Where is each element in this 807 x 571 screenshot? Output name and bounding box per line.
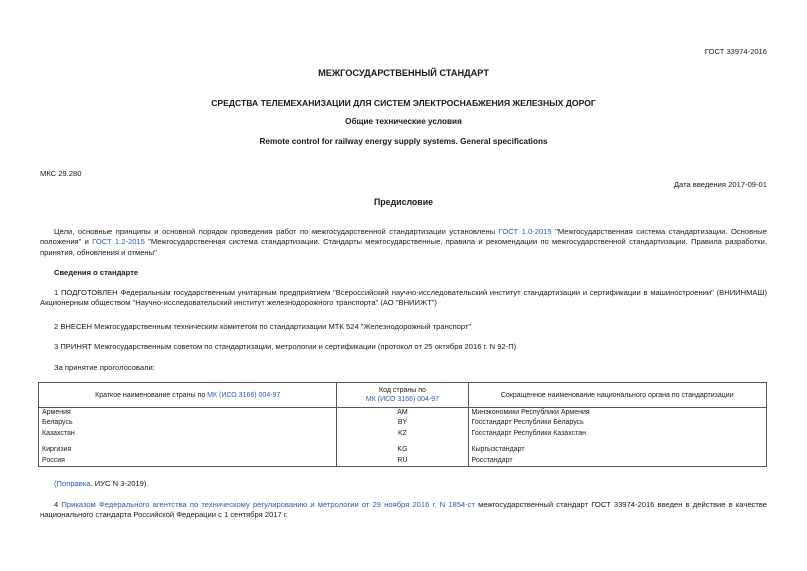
order-paragraph: 4 Приказом Федерального агентства по техническому регулированию и метрологии от 29 ноября 2016 г. N 1854-ст межгосударственный стандарт ГОСТ 33974-2016 введен в действие в качестве национального стандарта Российской Федерации с 1 сентября 2017 г.: [40, 500, 767, 520]
amendment-note: (Поправка. ИУС N 3-2019).: [54, 479, 149, 488]
gost-1-0-link[interactable]: ГОСТ 1.0-2015: [498, 227, 552, 236]
table-row: [39, 445, 767, 455]
column-header-organization: Сокращенное наименование национального органа по стандартизации: [468, 383, 767, 408]
submitted-by-paragraph: 2 ВНЕСЕН Межгосударственным техническим комитетом по стандартизации МТК 524 "Железнодорожный транспорт": [54, 322, 472, 331]
country-cell: Казахстан: [39, 429, 337, 439]
column-header-code: Код страны по МК (ИСО 3166) 004-97: [337, 383, 468, 408]
organization-cell: Кыргызстандарт: [468, 445, 767, 455]
organization-cell: Росстандарт: [468, 456, 767, 467]
preface-text: "Межгосударственная система стандартизации. Основные положения" и: [40, 227, 767, 247]
code-cell: BY: [337, 418, 468, 428]
gost-1-2-link[interactable]: ГОСТ 1.2-2015: [92, 237, 145, 247]
code-cell: RU: [337, 456, 468, 467]
table-row: [39, 418, 767, 428]
standard-type: МЕЖГОСУДАРСТВЕННЫЙ СТАНДАРТ: [318, 68, 489, 78]
introduction-date: Дата введения 2017-09-01: [673, 180, 767, 189]
code-cell: KG: [337, 445, 468, 455]
organization-cell: Минэкономики Республики Армения: [468, 408, 767, 419]
country-cell: Армения: [39, 408, 337, 419]
document-code: ГОСТ 33974-2016: [704, 47, 767, 56]
voted-for-label: За принятие проголосовали:: [54, 363, 155, 372]
preface-text: Цели, основные принципы и основной порядок проведения работ по межгосударственной стандартизации установлены: [54, 227, 499, 236]
about-standard-heading: Сведения о стандарте: [54, 268, 139, 277]
document-subtitle: Общие технические условия: [345, 117, 462, 126]
preface-text: "Межгосударственная система стандартизации. Стандарты межгосударственные, правила и рекомендации по межгосударственной стандартизации. Правила разработки, принятия, обновления и отмены": [40, 237, 767, 257]
mk-iso-link[interactable]: МК (ИСО 3166) 004-97: [365, 396, 440, 403]
preface-heading: Предисловие: [373, 197, 434, 207]
organization-cell: Госстандарт Республики Беларусь: [468, 418, 767, 428]
mk-iso-link[interactable]: МК (ИСО 3166) 004-97: [207, 391, 281, 399]
voting-countries-table: [38, 382, 767, 467]
organization-cell: Госстандарт Республики Казахстан: [468, 429, 767, 439]
table-row: [39, 408, 767, 419]
document-title-english: Remote control for railway energy supply systems. General specifications: [259, 137, 548, 146]
table-row: [39, 456, 767, 467]
code-cell: KZ: [337, 429, 468, 439]
code-cell: AM: [337, 408, 468, 419]
country-cell: Киргизия: [39, 445, 337, 455]
adopted-by-paragraph: 3 ПРИНЯТ Межгосударственным советом по стандартизации, метрологии и сертификации (протокол от 25 октября 2016 г. N 92-П): [54, 342, 517, 351]
table-row: [39, 429, 767, 439]
amendment-link[interactable]: (Поправка.: [54, 479, 93, 488]
country-cell: Россия: [39, 456, 337, 467]
preface-paragraph: [40, 227, 767, 258]
order-link[interactable]: Приказом Федерального агентства по техническому регулированию и метрологии от 29 ноября 2016 г. N 1854-ст: [61, 500, 475, 509]
table-header-row: [39, 383, 767, 408]
prepared-by-paragraph: 1 ПОДГОТОВЛЕН Федеральным государственным унитарным предприятием "Всероссийский научно-исследовательский институт стандартизации и сертификации в машиностроении" (ВНИИНМАШ) Акционерным обществом "Научно-исследовательский институт железнодорожного транспорта" (АО "ВНИИЖТ"): [40, 288, 767, 308]
country-cell: Беларусь: [39, 418, 337, 428]
column-header-country: Краткое наименование страны по МК (ИСО 3166) 004-97: [39, 383, 337, 408]
mks-code: МКС 29.280: [40, 169, 82, 178]
document-title: СРЕДСТВА ТЕЛЕМЕХАНИЗАЦИИ ДЛЯ СИСТЕМ ЭЛЕКТРОСНАБЖЕНИЯ ЖЕЛЕЗНЫХ ДОРОГ: [211, 98, 596, 108]
